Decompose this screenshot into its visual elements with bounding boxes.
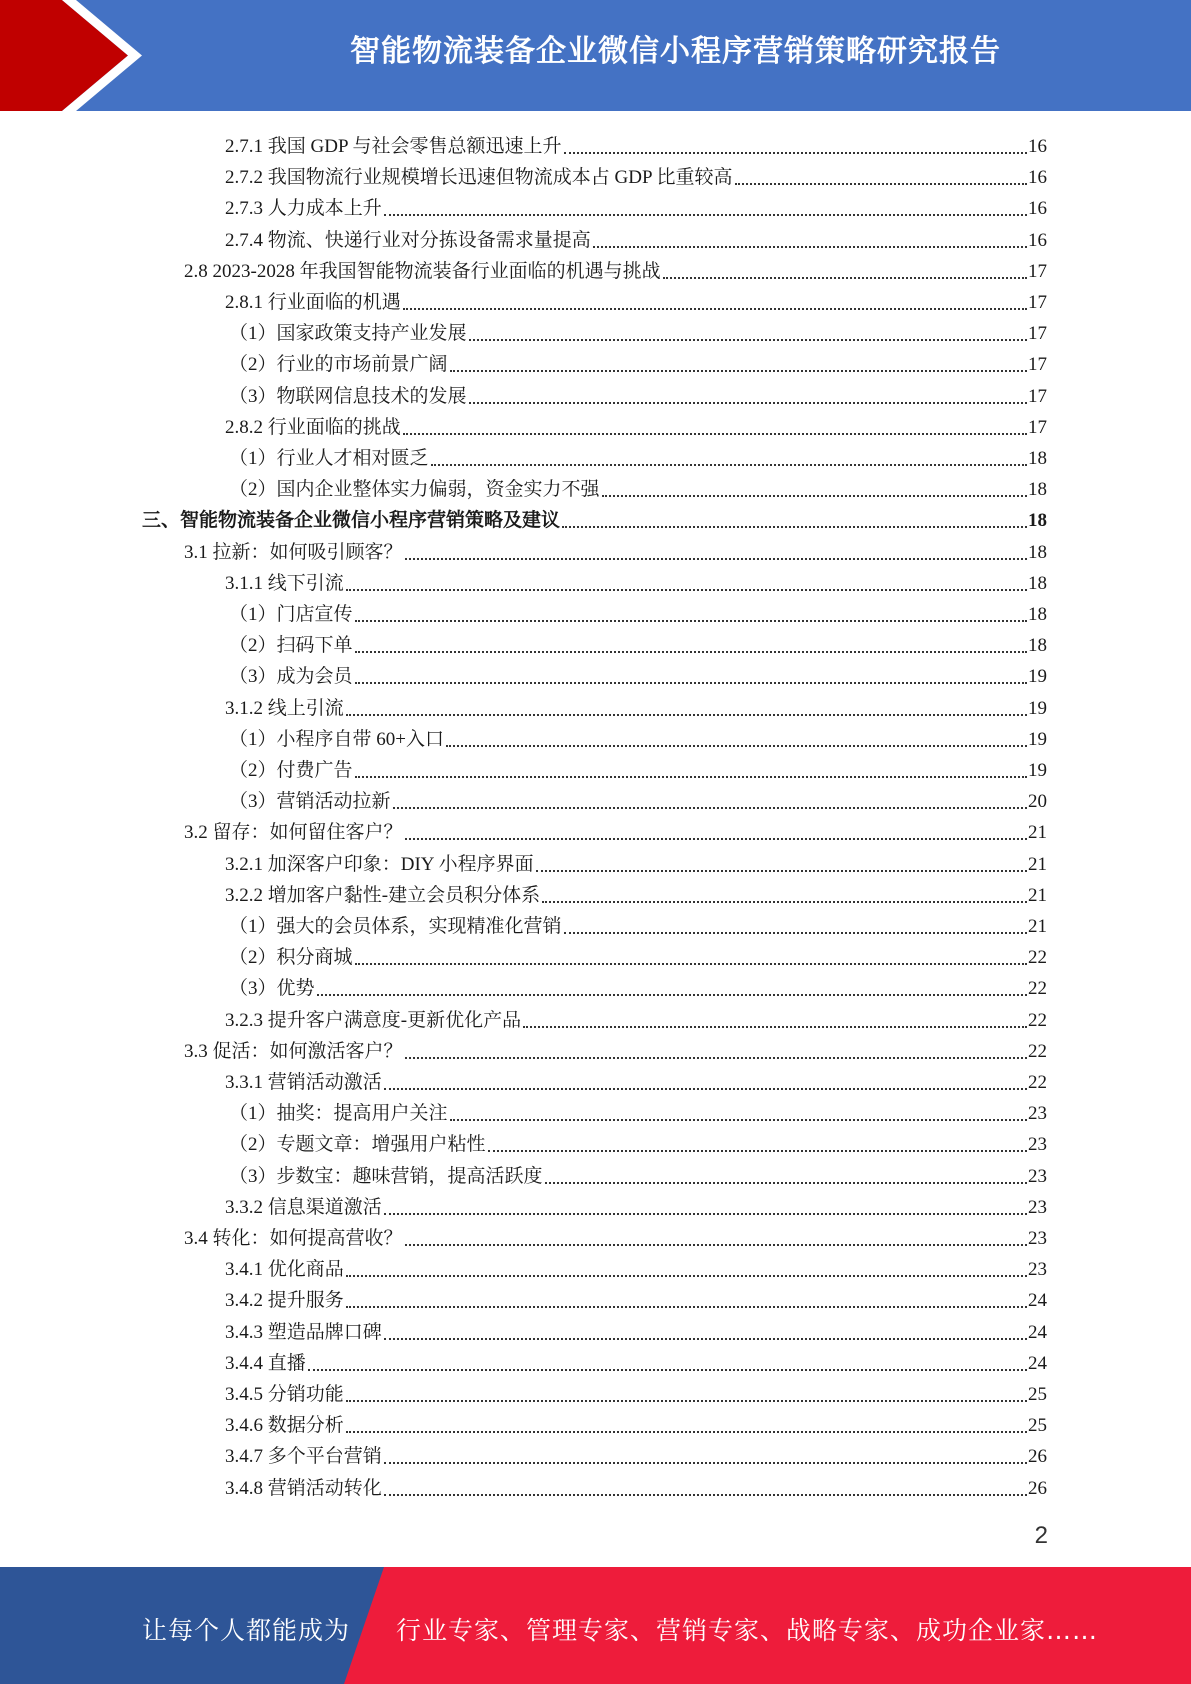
toc-entry[interactable]: [225, 190, 1047, 221]
toc-entry-page: 24: [1028, 1352, 1047, 1374]
toc-dot-leader: [355, 650, 1027, 653]
toc-entry-title: 3.4 转化：如何提高营收？: [184, 1228, 403, 1249]
toc-entry-page: 18: [1028, 604, 1047, 625]
toc-entry-title: （3）营销活动拉新: [229, 791, 391, 813]
toc-entry-title: （3）成为会员: [229, 666, 353, 688]
toc-dot-leader: [317, 993, 1027, 996]
toc-entry[interactable]: [229, 315, 1047, 346]
toc-dot-leader: [384, 1212, 1027, 1215]
footer-slogan-left: 让每个人都能成为: [142, 1616, 351, 1645]
toc-entry-page: 22: [1028, 1072, 1047, 1093]
toc-entry-page: 20: [1028, 791, 1047, 813]
toc-entry-title: （1）门店宣传: [229, 604, 353, 625]
toc-entry[interactable]: [225, 877, 1047, 908]
toc-dot-leader: [431, 463, 1027, 466]
toc-entry-page: 17: [1028, 416, 1047, 438]
toc-entry-page: 17: [1028, 292, 1047, 313]
toc-entry[interactable]: [229, 471, 1047, 502]
toc-entry-page: 23: [1028, 1196, 1047, 1218]
toc-dot-leader: [355, 681, 1027, 684]
toc-entry-title: 3.1.1 线下引流: [225, 572, 344, 594]
toc-entry[interactable]: [225, 284, 1047, 315]
toc-entry-page: 16: [1028, 167, 1047, 189]
toc-dot-leader: [384, 1461, 1027, 1464]
toc-entry-title: 2.8.1 行业面临的机遇: [225, 292, 401, 313]
toc-entry-title: 3.4.8 营销活动转化: [225, 1477, 382, 1499]
toc-dot-leader: [450, 369, 1027, 372]
toc-entry[interactable]: [225, 1438, 1047, 1469]
toc-entry-title: （1）行业人才相对匮乏: [229, 448, 429, 469]
toc-entry[interactable]: [184, 1220, 1047, 1251]
toc-entry-page: 18: [1028, 479, 1047, 501]
toc-dot-leader: [450, 1118, 1027, 1121]
toc-dot-leader: [403, 432, 1027, 435]
toc-entry-title: 3.1 拉新：如何吸引顾客？: [184, 541, 403, 563]
toc-entry-title: （3）物联网信息技术的发展: [229, 385, 467, 407]
toc-entry-title: （1）小程序自带 60+入口: [229, 728, 444, 750]
toc-entry-title: （1）强大的会员体系，实现精准化营销: [229, 916, 562, 937]
toc-entry[interactable]: [225, 1002, 1047, 1033]
toc-entry[interactable]: [229, 970, 1047, 1001]
toc-dot-leader: [469, 338, 1027, 341]
toc-entry[interactable]: [229, 1158, 1047, 1189]
page-number: 2: [1034, 1522, 1048, 1549]
toc-entry[interactable]: [184, 534, 1047, 565]
toc-entry-title: 2.7.4 物流、快递行业对分拣设备需求量提高: [225, 229, 591, 251]
toc-entry-title: （2）国内企业整体实力偏弱，资金实力不强: [229, 479, 600, 501]
toc-dot-leader: [405, 1243, 1027, 1246]
toc-entry[interactable]: [142, 502, 1047, 533]
toc-dot-leader: [602, 494, 1027, 497]
header-arrow-icon: [0, 0, 160, 111]
toc-dot-leader: [488, 1149, 1027, 1152]
toc-entry[interactable]: [225, 1064, 1047, 1095]
toc-entry[interactable]: [229, 346, 1047, 377]
toc-entry-title: 2.7.1 我国 GDP 与社会零售总额迅速上升: [225, 136, 562, 157]
toc-entry-page: 23: [1028, 1103, 1047, 1125]
toc-entry[interactable]: [229, 378, 1047, 409]
toc-entry-title: 2.7.3 人力成本上升: [225, 198, 382, 220]
toc-entry[interactable]: [225, 565, 1047, 596]
toc-dot-leader: [355, 619, 1027, 622]
toc-entry-title: 2.8 2023-2028 年我国智能物流装备行业面临的机遇与挑战: [184, 260, 661, 282]
toc-dot-leader: [346, 713, 1027, 716]
toc-entry-title: 三、智能物流装备企业微信小程序营销策略及建议: [142, 510, 561, 532]
toc-entry-page: 22: [1028, 978, 1047, 1000]
toc-entry[interactable]: [225, 159, 1047, 190]
toc-entry[interactable]: [229, 1126, 1047, 1157]
toc-entry-page: 19: [1028, 697, 1047, 719]
toc-entry-title: （2）积分商城: [229, 947, 353, 969]
toc-entry[interactable]: [225, 1251, 1047, 1282]
toc-entry-title: 3.2.3 提升客户满意度-更新优化产品: [225, 1009, 522, 1031]
toc-entry[interactable]: [229, 596, 1047, 627]
toc-entry[interactable]: [229, 752, 1047, 783]
toc-dot-leader: [355, 962, 1027, 965]
toc-dot-leader: [384, 1337, 1027, 1340]
toc-dot-leader: [545, 1181, 1027, 1184]
toc-entry-page: 17: [1028, 385, 1047, 407]
toc-dot-leader: [355, 775, 1027, 778]
toc-entry-page: 18: [1028, 541, 1047, 563]
toc-entry[interactable]: [225, 1376, 1047, 1407]
toc-entry-title: 3.4.1 优化商品: [225, 1259, 344, 1281]
toc-entry-title: 3.2.2 增加客户黏性-建立会员积分体系: [225, 884, 541, 906]
toc-entry[interactable]: [229, 627, 1047, 658]
toc-entry-page: 26: [1028, 1446, 1047, 1468]
toc-entry-title: （2）付费广告: [229, 760, 353, 781]
toc-entry[interactable]: [229, 939, 1047, 970]
toc-entry[interactable]: [225, 1282, 1047, 1313]
toc-entry-title: （2）行业的市场前景广阔: [229, 354, 448, 376]
toc-entry[interactable]: [184, 253, 1047, 284]
toc-entry[interactable]: [229, 783, 1047, 814]
toc-entry-title: 3.4.7 多个平台营销: [225, 1446, 382, 1468]
toc-entry[interactable]: [225, 409, 1047, 440]
toc-entry-page: 21: [1028, 853, 1047, 875]
toc-entry-page: 16: [1028, 229, 1047, 251]
toc-entry-title: 3.4.5 分销功能: [225, 1384, 344, 1405]
toc-entry[interactable]: [225, 128, 1047, 159]
toc-entry-page: 18: [1028, 635, 1047, 657]
toc-entry-title: （2）专题文章：增强用户粘性: [229, 1134, 486, 1156]
toc-entry-page: 26: [1028, 1477, 1047, 1499]
toc-entry-title: 3.4.4 直播: [225, 1352, 306, 1374]
toc-dot-leader: [346, 1430, 1027, 1433]
toc-dot-leader: [346, 1305, 1027, 1308]
toc-entry[interactable]: [225, 1407, 1047, 1438]
toc-entry-title: （1）抽奖：提高用户关注: [229, 1103, 448, 1125]
toc-dot-leader: [346, 588, 1027, 591]
toc-entry[interactable]: [225, 222, 1047, 253]
toc-dot-leader: [564, 151, 1027, 154]
toc-entry-page: 24: [1028, 1321, 1047, 1343]
toc-entry-title: 3.4.2 提升服务: [225, 1290, 344, 1312]
toc-entry[interactable]: [225, 1470, 1047, 1501]
toc-dot-leader: [663, 276, 1027, 279]
toc-dot-leader: [735, 182, 1027, 185]
toc-dot-leader: [393, 806, 1027, 809]
toc-entry-page: 22: [1028, 1040, 1047, 1062]
toc-entry[interactable]: [229, 908, 1047, 939]
toc-dot-leader: [346, 1274, 1027, 1277]
toc-entry-title: 3.1.2 线上引流: [225, 697, 344, 719]
toc-entry-page: 19: [1028, 666, 1047, 688]
toc-dot-leader: [469, 401, 1027, 404]
toc-dot-leader: [536, 869, 1027, 872]
toc-dot-leader: [405, 557, 1027, 560]
toc-entry-title: 2.8.2 行业面临的挑战: [225, 416, 401, 438]
toc-entry-page: 18: [1028, 448, 1047, 469]
page-header: [0, 0, 1191, 111]
toc-entry-page: 23: [1028, 1259, 1047, 1281]
toc-entry-page: 23: [1028, 1228, 1047, 1249]
toc-entry-title: 3.4.3 塑造品牌口碑: [225, 1321, 382, 1343]
toc-entry-title: 3.3 促活：如何激活客户？: [184, 1040, 403, 1062]
toc-entry[interactable]: [225, 1189, 1047, 1220]
toc-dot-leader: [405, 837, 1027, 840]
toc-entry-page: 21: [1028, 822, 1047, 844]
toc-entry[interactable]: [229, 721, 1047, 752]
toc-entry[interactable]: [184, 814, 1047, 845]
toc-entry-title: （2）扫码下单: [229, 635, 353, 657]
toc-entry-page: 19: [1028, 728, 1047, 750]
toc-entry[interactable]: [225, 846, 1047, 877]
toc-dot-leader: [562, 525, 1027, 528]
toc-dot-leader: [308, 1368, 1027, 1371]
toc-entry-page: 23: [1028, 1165, 1047, 1187]
toc-dot-leader: [542, 900, 1027, 903]
toc-dot-leader: [593, 245, 1027, 248]
toc-entry[interactable]: [184, 1033, 1047, 1064]
page-footer: [0, 1567, 1191, 1684]
toc-entry-page: 17: [1028, 323, 1047, 345]
toc-dot-leader: [405, 1056, 1027, 1059]
toc-entry-page: 21: [1028, 884, 1047, 906]
toc-entry-page: 17: [1028, 260, 1047, 282]
toc-dot-leader: [384, 213, 1027, 216]
toc-entry-title: （3）优势: [229, 978, 315, 1000]
toc-entry-page: 17: [1028, 354, 1047, 376]
toc-entry[interactable]: [225, 1314, 1047, 1345]
report-title: 智能物流装备企业微信小程序营销策略研究报告: [350, 34, 1001, 69]
toc-entry[interactable]: [229, 658, 1047, 689]
toc-dot-leader: [384, 1493, 1027, 1496]
toc-entry-page: 25: [1028, 1415, 1047, 1437]
toc-entry[interactable]: [229, 1095, 1047, 1126]
toc-dot-leader: [384, 1087, 1027, 1090]
toc-entry-page: 25: [1028, 1384, 1047, 1405]
toc-entry-page: 23: [1028, 1134, 1047, 1156]
toc-entry-title: 3.2 留存：如何留住客户？: [184, 822, 403, 844]
toc-entry-title: 2.7.2 我国物流行业规模增长迅速但物流成本占 GDP 比重较高: [225, 167, 733, 189]
toc-dot-leader: [446, 744, 1027, 747]
toc-entry-page: 18: [1028, 510, 1047, 532]
toc-dot-leader: [403, 307, 1027, 310]
toc-entry-page: 18: [1028, 572, 1047, 594]
toc-entry-page: 21: [1028, 916, 1047, 937]
toc-entry-page: 22: [1028, 947, 1047, 969]
toc-entry-title: （1）国家政策支持产业发展: [229, 323, 467, 345]
toc-entry-title: 3.3.2 信息渠道激活: [225, 1196, 382, 1218]
toc-entry-page: 19: [1028, 760, 1047, 781]
toc-dot-leader: [564, 931, 1027, 934]
footer-slogan-right: 行业专家、管理专家、营销专家、战略专家、成功企业家……: [396, 1616, 1099, 1645]
toc-entry[interactable]: [225, 690, 1047, 721]
toc-entry-page: 16: [1028, 136, 1047, 157]
toc-dot-leader: [523, 1025, 1027, 1028]
toc-dot-leader: [346, 1399, 1027, 1402]
toc-entry[interactable]: [225, 1345, 1047, 1376]
toc-entry-page: 22: [1028, 1009, 1047, 1031]
toc-entry-page: 24: [1028, 1290, 1047, 1312]
toc-entry-page: 16: [1028, 198, 1047, 220]
toc-entry-title: 3.2.1 加深客户印象：DIY 小程序界面: [225, 853, 534, 875]
toc-entry-title: （3）步数宝：趣味营销，提高活跃度: [229, 1165, 543, 1187]
toc-entry-title: 3.4.6 数据分析: [225, 1415, 344, 1437]
toc-entry-title: 3.3.1 营销活动激活: [225, 1072, 382, 1093]
toc-entry[interactable]: [229, 440, 1047, 471]
